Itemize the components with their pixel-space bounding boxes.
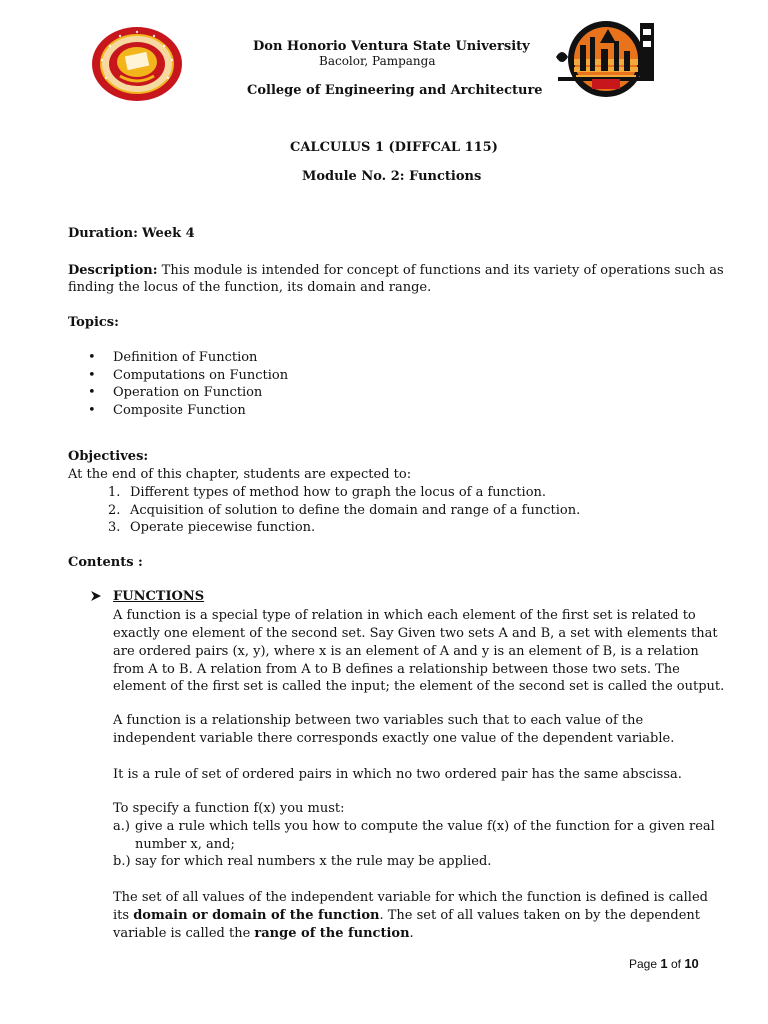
module-title: Module No. 2: Functions xyxy=(302,169,482,184)
list-item: • Composite Function xyxy=(88,403,246,418)
description-line-1 xyxy=(68,262,724,279)
description-label: Description: xyxy=(68,263,158,278)
list-item: a.) give a rule which tells you how to compute the value f(x) of the function for a given real xyxy=(113,819,715,834)
course-title: CALCULUS 1 (DIFFCAL 115) xyxy=(290,140,498,155)
contents-label: Contents : xyxy=(68,555,143,570)
bullet-icon: • xyxy=(88,350,96,365)
list-item-continuation: number x, and; xyxy=(135,837,235,852)
duration-label: Duration: xyxy=(68,226,138,241)
duration xyxy=(68,225,195,242)
objectives-intro: At the end of this chapter, students are expected to: xyxy=(68,467,412,482)
page-number: Page 1 of 10 xyxy=(629,956,699,971)
bullet-icon: • xyxy=(88,368,96,383)
university-seal-logo xyxy=(90,26,184,102)
domain-term: domain or domain of the function xyxy=(133,908,380,923)
list-item: b.) say for which real numbers x the rule may be applied. xyxy=(113,854,492,869)
description-line-2: finding the locus of the function, its domain and range. xyxy=(68,280,432,295)
list-item: 2. Acquisition of solution to define the domain and range of a function. xyxy=(108,503,581,518)
range-term: range of the function xyxy=(254,926,410,941)
list-item: • Computations on Function xyxy=(88,368,289,383)
description-text-1: This module is intended for concept of functions and its variety of operations such as xyxy=(161,263,724,278)
duration-value: Week 4 xyxy=(142,226,195,241)
topics-label: Topics: xyxy=(68,315,119,330)
list-item: 1. Different types of method how to graph the locus of a function. xyxy=(108,485,547,500)
college-name: College of Engineering and Architecture xyxy=(247,83,543,98)
arrow-bullet-icon xyxy=(90,590,102,602)
university-location: Bacolor, Pampanga xyxy=(319,54,436,68)
section-title: FUNCTIONS xyxy=(113,589,205,604)
list-item: • Operation on Function xyxy=(88,385,263,400)
objectives-label: Objectives: xyxy=(68,449,149,464)
bullet-icon: • xyxy=(88,403,96,418)
list-item: 3. Operate piecewise function. xyxy=(108,520,316,535)
bullet-icon: • xyxy=(88,385,96,400)
university-name: Don Honorio Ventura State University xyxy=(253,39,530,54)
college-seal-logo xyxy=(556,15,666,101)
list-item: • Definition of Function xyxy=(88,350,258,365)
